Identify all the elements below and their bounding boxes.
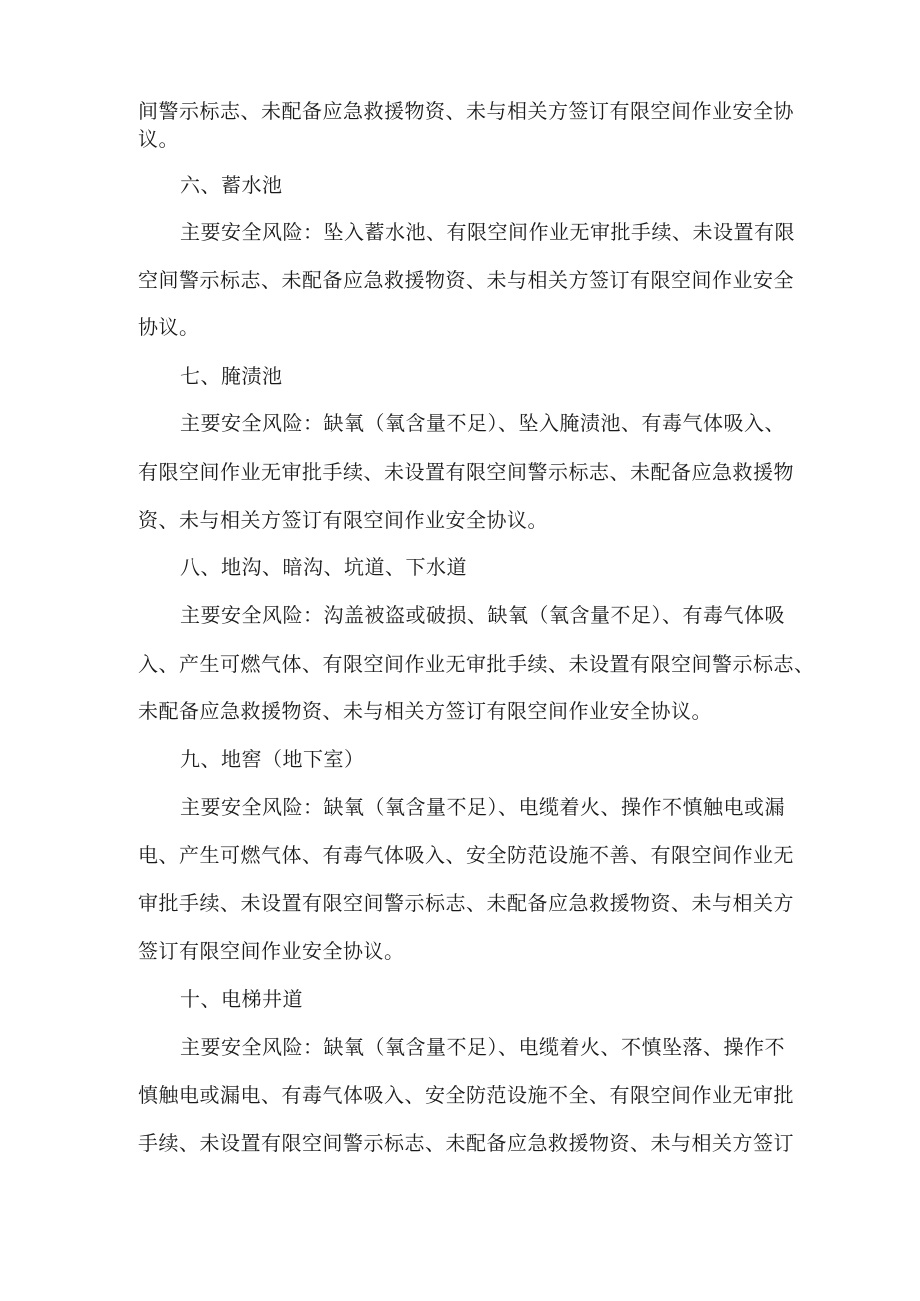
body-text-line: 主要安全风险：沟盖被盗或破损、缺氧（氧含量不足）、有毒气体吸 [180,603,785,627]
section-heading-6: 六、蓄水池 [180,173,283,197]
section-heading-10: 十、电梯井道 [180,987,303,1011]
section-heading-7: 七、腌渍池 [180,364,283,388]
body-text-line: 空间警示标志、未配备应急救援物资、未与相关方签订有限空间作业安全 [138,268,794,292]
section-heading-9: 九、地窖（地下室） [180,747,365,771]
body-text-line: 主要安全风险：缺氧（氧含量不足）、电缆着火、操作不慎触电或漏 [180,795,785,819]
body-text-line: 慎触电或漏电、有毒气体吸入、安全防范设施不全、有限空间作业无审批 [138,1083,794,1107]
body-text-line: 主要安全风险：缺氧（氧含量不足）、坠入腌渍池、有毒气体吸入、 [180,411,785,435]
section-heading-8: 八、地沟、暗沟、坑道、下水道 [180,555,467,579]
body-text-line: 电、产生可燃气体、有毒气体吸入、安全防范设施不善、有限空间作业无 [138,843,794,867]
body-text-line: 议。 [138,127,179,151]
body-text-line: 主要安全风险：坠入蓄水池、有限空间作业无审批手续、未设置有限 [180,220,795,244]
body-text-line: 入、产生可燃气体、有限空间作业无审批手续、未设置有限空间警示标志、 [138,652,815,676]
body-text-line: 签订有限空间作业安全协议。 [138,939,405,963]
body-text-line: 间警示标志、未配备应急救援物资、未与相关方签订有限空间作业安全协 [138,99,794,123]
body-text-line: 主要安全风险：缺氧（氧含量不足）、电缆着火、不慎坠落、操作不 [180,1035,785,1059]
body-text-line: 有限空间作业无审批手续、未设置有限空间警示标志、未配备应急救援物 [138,460,794,484]
body-text-line: 手续、未设置有限空间警示标志、未配备应急救援物资、未与相关方签订 [138,1131,794,1155]
body-text-line: 未配备应急救援物资、未与相关方签订有限空间作业安全协议。 [138,699,712,723]
body-text-line: 资、未与相关方签订有限空间作业安全协议。 [138,508,548,532]
body-text-line: 协议。 [138,315,200,339]
body-text-line: 审批手续、未设置有限空间警示标志、未配备应急救援物资、未与相关方 [138,891,794,915]
